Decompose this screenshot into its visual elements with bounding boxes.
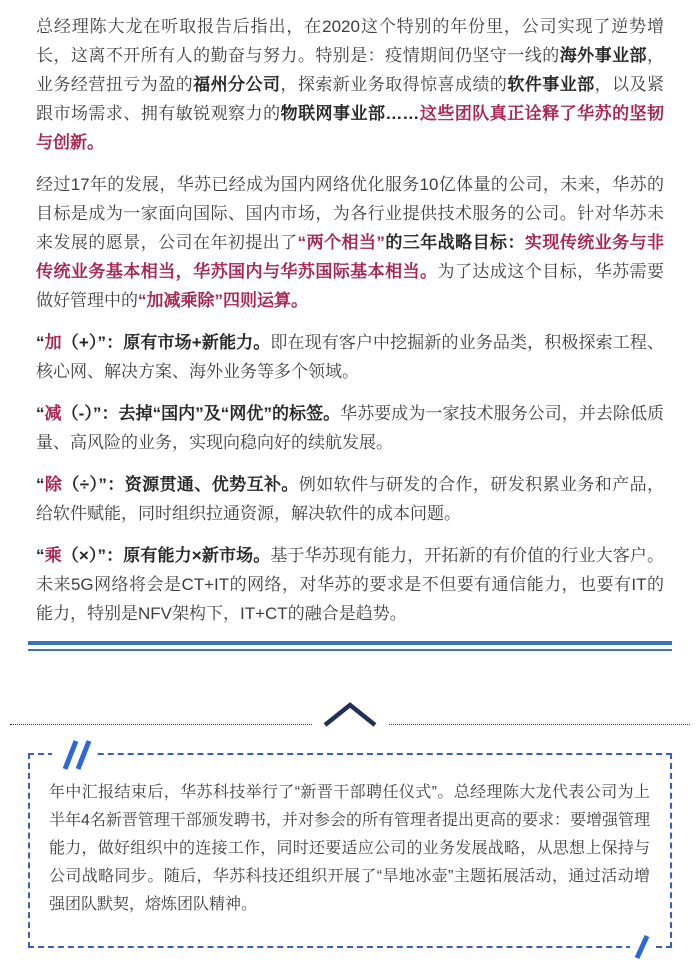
paragraph-minus [36, 399, 664, 457]
text-segment: 的三年战略目标： [384, 233, 525, 252]
divider-thick-line [28, 641, 672, 645]
text-segment: 即在现有客户中挖掘新的业务品类，积极探索工程、核心网、解决方案、海外业务等多个领域。 [36, 333, 665, 381]
text-segment: ，业务经营扭亏为盈的 [36, 46, 665, 94]
text-segment: （+）”：原有市场+新能力。 [61, 333, 271, 352]
text-segment: （-）”：去掉“国内”及“网优”的标签。 [61, 404, 341, 423]
text-segment: 基于华苏现有能力，开拓新的有价值的行业大客户。未来5G网络将会是CT+IT的网络，对华苏的要求是不但要有通信能力，也要有IT的能力，特别是NFV架构下，IT+CT的融合是趋势。 [36, 546, 665, 623]
paragraph-summary [36, 12, 664, 157]
paragraph-divide [36, 470, 664, 528]
text-segment: （÷）”：资源贯通、优势互补。 [62, 475, 299, 494]
text-segment-highlight: “两个相当” [297, 233, 385, 252]
text-segment: ，探索新业务取得惊喜成绩的 [280, 75, 508, 94]
text-segment: 物联网事业部…… [280, 104, 420, 123]
text-segment: “ [36, 475, 45, 494]
text-segment: 海外事业部 [559, 46, 648, 65]
text-segment: 福州分公司 [193, 75, 281, 94]
transition-area [0, 651, 700, 753]
text-segment: “ [36, 404, 45, 423]
paragraph-strategy [36, 170, 664, 315]
text-segment: （×）”：原有能力×新市场。 [61, 546, 271, 565]
paragraph-plus [36, 328, 664, 386]
text-segment-highlight: 这些团队真正诠释了华苏的坚韧与创新。 [36, 104, 665, 152]
section-divider [28, 641, 672, 651]
text-segment: 为了达成这个目标，华苏需要做好管理中的 [36, 262, 665, 310]
text-segment-highlight: 加 [44, 333, 62, 352]
text-segment-highlight: 乘 [44, 546, 62, 565]
text-segment: 经过17年的发展，华苏已经成为国内网络优化服务10亿体量的公司，未来，华苏的目标是成为一家面向国际、国内市场，为各行业提供技术服务的公司。针对华苏未来发展的愿景，公司在年初提出了 [36, 175, 664, 252]
text-segment-highlight: 减 [44, 404, 62, 423]
paragraph-multiply [36, 541, 664, 628]
text-segment: 总经理陈大龙在听取报告后指出，在2020这个特别的年份里，公司实现了逆势增长，这离不开所有人的勤奋与努力。特别是：疫情期间仍坚守一线的 [36, 17, 664, 65]
quote-paragraph: 年中汇报结束后，华苏科技举行了“新晋干部聘任仪式”。总经理陈大龙代表公司为上半年4名新晋管理干部颁发聘书，并对参会的所有管理者提出更高的要求：要增强管理能力，做好组织中的连接工作，同时还要适应公司的业务发展战略，从思想上保持与公司战略同步。随后，华苏科技还组织开展了“旱地冰壶”主题拓展活动，通过活动增强团队默契，熔炼团队精神。 [49, 784, 650, 913]
text-segment-highlight: 除 [44, 475, 63, 494]
text-segment: 例如软件与研发的合作，研发积累业务和产品，给软件赋能，同时组织拉通资源，解决软件的成本问题。 [36, 475, 665, 523]
double-slash-icon [52, 739, 96, 771]
text-segment-highlight: 实现传统业务与非传统业务基本相当，华苏国内与华苏国际基本相当。 [36, 233, 665, 281]
text-segment: ，以及紧跟市场需求、拥有敏锐观察力的 [36, 75, 665, 123]
single-slash-icon [630, 934, 654, 960]
chevron-up-icon [312, 701, 388, 728]
text-segment-highlight: “加减乘除”四则运算。 [138, 291, 308, 310]
quote-box [28, 753, 672, 948]
text-segment: “ [36, 546, 45, 565]
text-segment: 软件事业部 [507, 75, 595, 94]
text-segment: “ [36, 333, 45, 352]
text-segment: 华苏要成为一家技术服务公司，并去除低质量、高风险的业务，实现向稳向好的续航发展。 [36, 404, 664, 452]
